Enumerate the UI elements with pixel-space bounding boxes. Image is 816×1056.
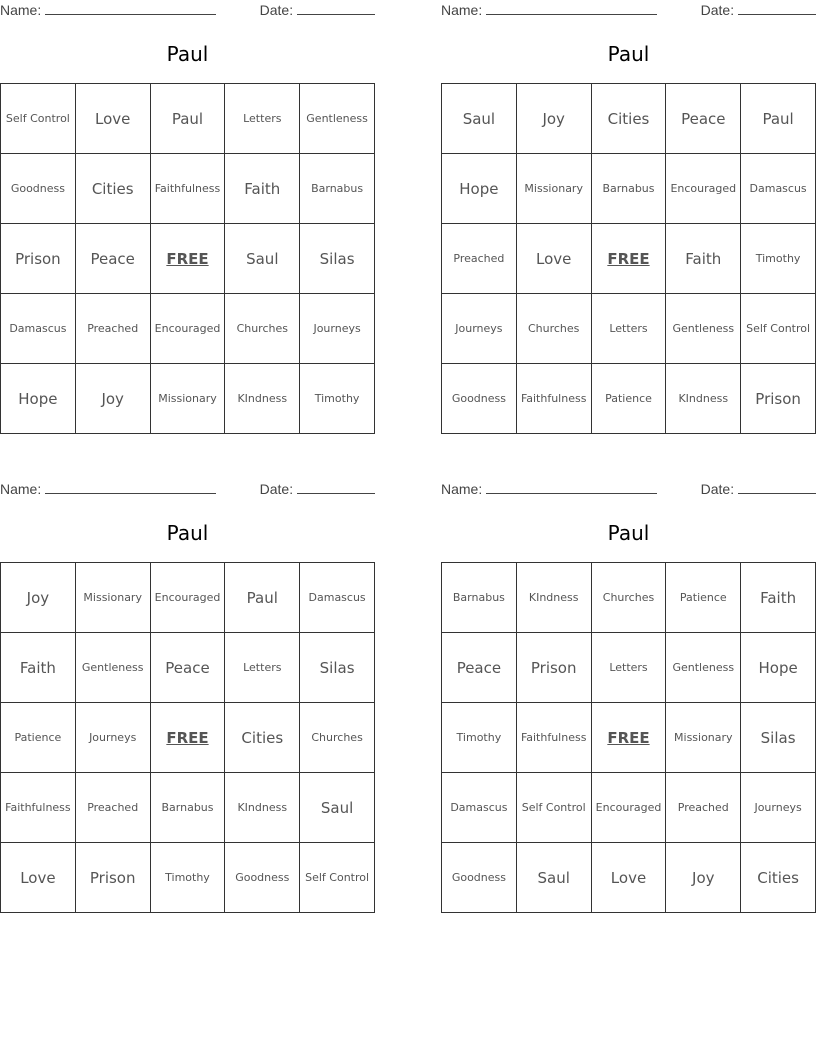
date-blank-line[interactable] <box>738 2 816 15</box>
bingo-cell: KIndness <box>666 364 741 434</box>
date-field[interactable] <box>701 481 816 497</box>
name-blank-line[interactable] <box>486 2 657 15</box>
bingo-cell: Love <box>1 843 76 913</box>
bingo-grid <box>441 562 816 913</box>
bingo-cell: Self Control <box>517 773 592 843</box>
bingo-cell: Journeys <box>741 773 816 843</box>
bingo-grid <box>441 83 816 434</box>
bingo-cell: Preached <box>76 294 151 364</box>
bingo-cell: Gentleness <box>666 294 741 364</box>
bingo-cell: Churches <box>300 703 375 773</box>
date-blank-line[interactable] <box>297 2 375 15</box>
bingo-cell: Journeys <box>300 294 375 364</box>
bingo-cell: Saul <box>517 843 592 913</box>
bingo-cell: Silas <box>741 703 816 773</box>
date-label: Date: <box>700 481 735 497</box>
bingo-cell: Churches <box>225 294 300 364</box>
name-date-row <box>0 0 375 20</box>
bingo-cell: Journeys <box>442 294 517 364</box>
bingo-cell: Love <box>517 224 592 294</box>
bingo-cell: Silas <box>300 224 375 294</box>
date-field[interactable] <box>260 481 375 497</box>
bingo-cell: Paul <box>225 563 300 633</box>
bingo-cell: Prison <box>517 633 592 703</box>
bingo-cell: KIndness <box>225 364 300 434</box>
bingo-cell: Encouraged <box>666 154 741 224</box>
name-label: Name: <box>0 481 42 497</box>
name-label: Name: <box>0 2 42 18</box>
bingo-cell: Encouraged <box>592 773 667 843</box>
bingo-cell: Faithfulness <box>1 773 76 843</box>
bingo-cell: Saul <box>225 224 300 294</box>
name-field[interactable] <box>441 481 657 497</box>
bingo-cell: Goodness <box>442 843 517 913</box>
bingo-cell: Hope <box>1 364 76 434</box>
card-title: Paul <box>166 42 209 66</box>
bingo-cell: Damascus <box>1 294 76 364</box>
bingo-cell: Letters <box>592 294 667 364</box>
bingo-cell: Joy <box>666 843 741 913</box>
name-blank-line[interactable] <box>45 481 216 494</box>
bingo-cell: Joy <box>76 364 151 434</box>
bingo-cell: Journeys <box>76 703 151 773</box>
bingo-cell: Peace <box>76 224 151 294</box>
bingo-cell: Self Control <box>741 294 816 364</box>
bingo-cell: Hope <box>442 154 517 224</box>
card-title: Paul <box>607 42 650 66</box>
bingo-cell: Patience <box>592 364 667 434</box>
name-label: Name: <box>441 481 483 497</box>
bingo-cell: Preached <box>666 773 741 843</box>
name-date-row <box>441 479 816 499</box>
bingo-cell: Faith <box>225 154 300 224</box>
bingo-cell: Letters <box>225 84 300 154</box>
name-blank-line[interactable] <box>45 2 216 15</box>
bingo-cell: Damascus <box>442 773 517 843</box>
bingo-cell: Goodness <box>225 843 300 913</box>
bingo-cell: Hope <box>741 633 816 703</box>
bingo-cell: Faith <box>666 224 741 294</box>
bingo-cell: Faithfulness <box>517 703 592 773</box>
card-title: Paul <box>607 521 650 545</box>
bingo-cell: Self Control <box>300 843 375 913</box>
bingo-cell: Damascus <box>300 563 375 633</box>
name-field[interactable] <box>0 2 216 18</box>
date-label: Date: <box>259 2 294 18</box>
bingo-cell: Love <box>592 843 667 913</box>
bingo-cell: Peace <box>666 84 741 154</box>
bingo-cell: Missionary <box>517 154 592 224</box>
bingo-cell: Cities <box>76 154 151 224</box>
date-field[interactable] <box>260 2 375 18</box>
bingo-cell: Timothy <box>741 224 816 294</box>
bingo-cell: Gentleness <box>76 633 151 703</box>
bingo-cell: Cities <box>741 843 816 913</box>
bingo-cell: Prison <box>76 843 151 913</box>
bingo-cell: Peace <box>442 633 517 703</box>
bingo-cell: Preached <box>76 773 151 843</box>
bingo-cell: Prison <box>741 364 816 434</box>
bingo-cell: Saul <box>442 84 517 154</box>
bingo-cell: Missionary <box>151 364 226 434</box>
bingo-cell: Gentleness <box>300 84 375 154</box>
bingo-cell: Faithfulness <box>151 154 226 224</box>
bingo-cell: Patience <box>666 563 741 633</box>
bingo-cell: Paul <box>151 84 226 154</box>
bingo-cell: Letters <box>592 633 667 703</box>
bingo-free-cell: FREE <box>592 224 667 294</box>
date-label: Date: <box>700 2 735 18</box>
card-title: Paul <box>166 521 209 545</box>
bingo-cell: Saul <box>300 773 375 843</box>
name-label: Name: <box>441 2 483 18</box>
bingo-free-cell: FREE <box>151 224 226 294</box>
bingo-cell: Encouraged <box>151 294 226 364</box>
bingo-cell: Prison <box>1 224 76 294</box>
date-blank-line[interactable] <box>297 481 375 494</box>
bingo-cell: KIndness <box>225 773 300 843</box>
bingo-cell: Patience <box>1 703 76 773</box>
name-blank-line[interactable] <box>486 481 657 494</box>
bingo-cell: Goodness <box>442 364 517 434</box>
bingo-cell: Cities <box>592 84 667 154</box>
bingo-cell: Barnabus <box>442 563 517 633</box>
bingo-free-cell: FREE <box>151 703 226 773</box>
bingo-cell: Cities <box>225 703 300 773</box>
bingo-cell: Timothy <box>151 843 226 913</box>
bingo-cell: Preached <box>442 224 517 294</box>
name-date-row <box>0 479 375 499</box>
date-label: Date: <box>259 481 294 497</box>
bingo-cell: Goodness <box>1 154 76 224</box>
bingo-cell: Joy <box>517 84 592 154</box>
bingo-cell: Timothy <box>442 703 517 773</box>
bingo-cell: Barnabus <box>151 773 226 843</box>
bingo-cell: Faith <box>741 563 816 633</box>
name-date-row <box>441 0 816 20</box>
bingo-cell: Joy <box>1 563 76 633</box>
bingo-cell: Gentleness <box>666 633 741 703</box>
bingo-free-cell: FREE <box>592 703 667 773</box>
bingo-cell: Missionary <box>76 563 151 633</box>
bingo-cell: Encouraged <box>151 563 226 633</box>
bingo-cell: Letters <box>225 633 300 703</box>
bingo-cell: Faithfulness <box>517 364 592 434</box>
bingo-cell: Silas <box>300 633 375 703</box>
name-field[interactable] <box>0 481 216 497</box>
bingo-cell: Self Control <box>1 84 76 154</box>
bingo-cell: Barnabus <box>300 154 375 224</box>
bingo-cell: Missionary <box>666 703 741 773</box>
bingo-cell: Damascus <box>741 154 816 224</box>
bingo-cell: Peace <box>151 633 226 703</box>
bingo-grid <box>0 83 375 434</box>
bingo-cell: Churches <box>592 563 667 633</box>
bingo-cell: KIndness <box>517 563 592 633</box>
name-field[interactable] <box>441 2 657 18</box>
bingo-cell: Paul <box>741 84 816 154</box>
date-blank-line[interactable] <box>738 481 816 494</box>
bingo-grid <box>0 562 375 913</box>
date-field[interactable] <box>701 2 816 18</box>
bingo-cell: Love <box>76 84 151 154</box>
bingo-cell: Churches <box>517 294 592 364</box>
bingo-cell: Faith <box>1 633 76 703</box>
bingo-cell: Barnabus <box>592 154 667 224</box>
bingo-cell: Timothy <box>300 364 375 434</box>
